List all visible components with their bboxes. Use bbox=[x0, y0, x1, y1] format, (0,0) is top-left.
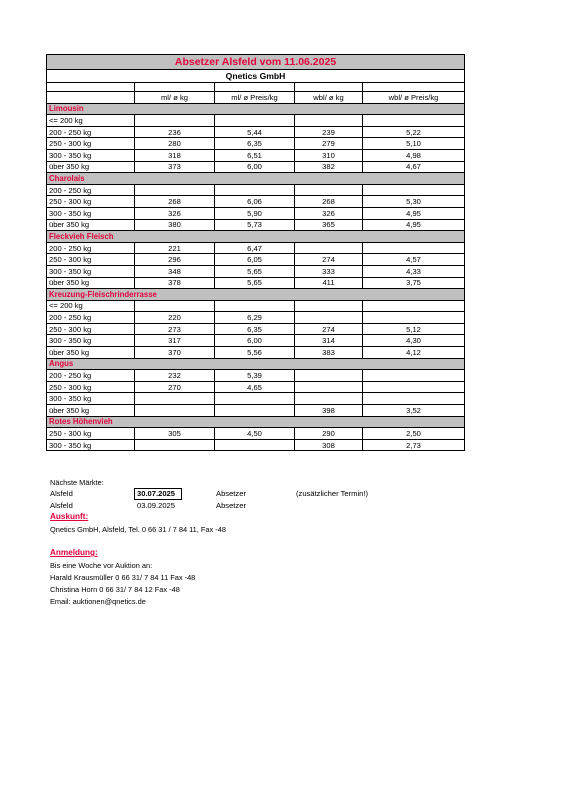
table-row bbox=[47, 347, 465, 359]
value-cell: 6,00 bbox=[215, 161, 295, 173]
breed-group-row bbox=[47, 289, 465, 301]
value-cell bbox=[215, 115, 295, 127]
value-cell bbox=[363, 184, 465, 196]
value-cell bbox=[295, 370, 363, 382]
anmeldung-heading: Anmeldung: bbox=[50, 548, 98, 557]
weight-class: <= 200 kg bbox=[47, 115, 135, 127]
value-cell bbox=[363, 370, 465, 382]
value-cell bbox=[215, 405, 295, 417]
value-cell: 268 bbox=[135, 196, 215, 208]
value-cell bbox=[135, 405, 215, 417]
value-cell: 4,98 bbox=[363, 149, 465, 161]
value-cell bbox=[363, 115, 465, 127]
market-row bbox=[50, 501, 430, 511]
table-row bbox=[47, 335, 465, 347]
value-cell: 380 bbox=[135, 219, 215, 231]
column-header: ml/ ø kg bbox=[135, 92, 215, 104]
value-cell: 5,44 bbox=[215, 126, 295, 138]
auskunft-heading: Auskunft: bbox=[50, 512, 89, 521]
value-cell: 236 bbox=[135, 126, 215, 138]
column-header: ml/ ø Preis/kg bbox=[215, 92, 295, 104]
market-date: 03.09.2025 bbox=[137, 501, 176, 510]
value-cell: 6,00 bbox=[215, 335, 295, 347]
value-cell: 6,05 bbox=[215, 254, 295, 266]
value-cell: 268 bbox=[295, 196, 363, 208]
table-row bbox=[47, 439, 465, 451]
value-cell: 6,47 bbox=[215, 242, 295, 254]
table-row bbox=[47, 300, 465, 312]
value-cell: 221 bbox=[135, 242, 215, 254]
value-cell: 378 bbox=[135, 277, 215, 289]
column-header: wbl/ ø Preis/kg bbox=[363, 92, 465, 104]
value-cell: 4,95 bbox=[363, 219, 465, 231]
value-cell: 2,73 bbox=[363, 439, 465, 451]
value-cell bbox=[215, 393, 295, 405]
value-cell: 310 bbox=[295, 149, 363, 161]
weight-class: 300 - 350 kg bbox=[47, 207, 135, 219]
weight-class: 200 - 250 kg bbox=[47, 242, 135, 254]
table-row bbox=[47, 149, 465, 161]
weight-class: <= 200 kg bbox=[47, 300, 135, 312]
value-cell: 333 bbox=[295, 265, 363, 277]
market-note: (zusätzlicher Termin!) bbox=[296, 489, 369, 498]
value-cell: 274 bbox=[295, 254, 363, 266]
weight-class: 300 - 350 kg bbox=[47, 265, 135, 277]
table-row bbox=[47, 126, 465, 138]
value-cell: 370 bbox=[135, 347, 215, 359]
value-cell: 6,06 bbox=[215, 196, 295, 208]
value-cell bbox=[215, 439, 295, 451]
value-cell: 318 bbox=[135, 149, 215, 161]
value-cell: 279 bbox=[295, 138, 363, 150]
markets-heading: Nächste Märkte: bbox=[50, 478, 104, 487]
market-type: Absetzer bbox=[216, 489, 246, 498]
value-cell bbox=[363, 312, 465, 324]
value-cell bbox=[363, 393, 465, 405]
weight-class: 200 - 250 kg bbox=[47, 126, 135, 138]
breed-group-row bbox=[47, 173, 465, 185]
value-cell bbox=[295, 242, 363, 254]
breed-name: Kreuzung-Fleischrinderrasse bbox=[47, 289, 465, 301]
value-cell: 314 bbox=[295, 335, 363, 347]
value-cell: 5,56 bbox=[215, 347, 295, 359]
table-row bbox=[47, 265, 465, 277]
table-row bbox=[47, 393, 465, 405]
column-header: wbl/ ø kg bbox=[295, 92, 363, 104]
value-cell: 4,12 bbox=[363, 347, 465, 359]
weight-class: über 350 kg bbox=[47, 405, 135, 417]
weight-class: 250 - 300 kg bbox=[47, 138, 135, 150]
value-cell bbox=[215, 184, 295, 196]
price-table bbox=[46, 54, 465, 451]
breed-group-row bbox=[47, 416, 465, 428]
table-row bbox=[47, 207, 465, 219]
value-cell bbox=[215, 300, 295, 312]
value-cell: 5,22 bbox=[363, 126, 465, 138]
anmeldung-line: Christina Horn 0 66 31/ 7 84 12 Fax -48 bbox=[50, 585, 180, 594]
value-cell bbox=[135, 115, 215, 127]
weight-class: 250 - 300 kg bbox=[47, 323, 135, 335]
value-cell: 3,75 bbox=[363, 277, 465, 289]
breed-name: Rotes Höhenvieh bbox=[47, 416, 465, 428]
value-cell: 348 bbox=[135, 265, 215, 277]
weight-class: 250 - 300 kg bbox=[47, 196, 135, 208]
value-cell bbox=[135, 439, 215, 451]
value-cell: 5,39 bbox=[215, 370, 295, 382]
market-row bbox=[50, 489, 430, 499]
table-row bbox=[47, 323, 465, 335]
value-cell: 411 bbox=[295, 277, 363, 289]
value-cell: 273 bbox=[135, 323, 215, 335]
value-cell: 6,35 bbox=[215, 138, 295, 150]
table-row bbox=[47, 115, 465, 127]
value-cell bbox=[363, 381, 465, 393]
value-cell: 270 bbox=[135, 381, 215, 393]
table-row bbox=[47, 312, 465, 324]
breed-group-row bbox=[47, 103, 465, 115]
weight-class: 250 - 300 kg bbox=[47, 381, 135, 393]
value-cell: 4,30 bbox=[363, 335, 465, 347]
value-cell: 398 bbox=[295, 405, 363, 417]
weight-class: über 350 kg bbox=[47, 347, 135, 359]
value-cell: 5,30 bbox=[363, 196, 465, 208]
weight-class: 300 - 350 kg bbox=[47, 335, 135, 347]
breed-group-row bbox=[47, 231, 465, 243]
breed-name: Angus bbox=[47, 358, 465, 370]
value-cell bbox=[135, 393, 215, 405]
value-cell bbox=[135, 300, 215, 312]
value-cell: 280 bbox=[135, 138, 215, 150]
anmeldung-line: Bis eine Woche vor Auktion an: bbox=[50, 561, 153, 570]
weight-class: 200 - 250 kg bbox=[47, 370, 135, 382]
table-row bbox=[47, 242, 465, 254]
value-cell: 373 bbox=[135, 161, 215, 173]
table-row bbox=[47, 138, 465, 150]
anmeldung-line: Harald Krausmüller 0 66 31/ 7 84 11 Fax -48 bbox=[50, 573, 196, 582]
weight-class: 250 - 300 kg bbox=[47, 254, 135, 266]
value-cell bbox=[295, 115, 363, 127]
value-cell: 220 bbox=[135, 312, 215, 324]
breed-group-row bbox=[47, 358, 465, 370]
weight-class: 200 - 250 kg bbox=[47, 184, 135, 196]
breed-name: Limousin bbox=[47, 103, 465, 115]
value-cell bbox=[295, 381, 363, 393]
value-cell: 296 bbox=[135, 254, 215, 266]
weight-class: über 350 kg bbox=[47, 161, 135, 173]
value-cell bbox=[295, 393, 363, 405]
table-row bbox=[47, 184, 465, 196]
value-cell bbox=[295, 300, 363, 312]
value-cell: 4,57 bbox=[363, 254, 465, 266]
value-cell: 317 bbox=[135, 335, 215, 347]
value-cell: 232 bbox=[135, 370, 215, 382]
value-cell: 326 bbox=[135, 207, 215, 219]
value-cell: 290 bbox=[295, 428, 363, 440]
breed-name: Charolais bbox=[47, 173, 465, 185]
table-row bbox=[47, 196, 465, 208]
weight-class: über 350 kg bbox=[47, 219, 135, 231]
value-cell: 5,90 bbox=[215, 207, 295, 219]
value-cell: 4,33 bbox=[363, 265, 465, 277]
company-name: Qnetics GmbH bbox=[47, 70, 465, 83]
weight-class: 300 - 350 kg bbox=[47, 393, 135, 405]
value-cell: 305 bbox=[135, 428, 215, 440]
value-cell: 4,50 bbox=[215, 428, 295, 440]
value-cell: 5,65 bbox=[215, 277, 295, 289]
market-place: Alsfeld bbox=[50, 501, 73, 510]
weight-class: über 350 kg bbox=[47, 277, 135, 289]
auskunft-text: Qnetics GmbH, Alsfeld, Tel. 0 66 31 / 7 84 11, Fax -48 bbox=[50, 525, 226, 534]
weight-class: 300 - 350 kg bbox=[47, 439, 135, 451]
table-row bbox=[47, 428, 465, 440]
breed-name: Fleckvieh Fleisch bbox=[47, 231, 465, 243]
table-row bbox=[47, 381, 465, 393]
value-cell: 5,10 bbox=[363, 138, 465, 150]
table-row bbox=[47, 405, 465, 417]
market-place: Alsfeld bbox=[50, 489, 73, 498]
value-cell bbox=[363, 300, 465, 312]
value-cell: 326 bbox=[295, 207, 363, 219]
table-row bbox=[47, 161, 465, 173]
value-cell: 274 bbox=[295, 323, 363, 335]
value-cell bbox=[295, 312, 363, 324]
value-cell: 239 bbox=[295, 126, 363, 138]
table-row bbox=[47, 370, 465, 382]
value-cell: 3,52 bbox=[363, 405, 465, 417]
value-cell: 5,12 bbox=[363, 323, 465, 335]
table-row bbox=[47, 277, 465, 289]
value-cell: 4,65 bbox=[215, 381, 295, 393]
value-cell bbox=[295, 184, 363, 196]
value-cell: 6,35 bbox=[215, 323, 295, 335]
value-cell bbox=[135, 184, 215, 196]
report-title: Absetzer Alsfeld vom 11.06.2025 bbox=[47, 55, 465, 70]
weight-class: 250 - 300 kg bbox=[47, 428, 135, 440]
value-cell: 5,65 bbox=[215, 265, 295, 277]
value-cell: 382 bbox=[295, 161, 363, 173]
value-cell: 5,73 bbox=[215, 219, 295, 231]
value-cell: 2,50 bbox=[363, 428, 465, 440]
anmeldung-email: Email: auktionen@qnetics.de bbox=[50, 597, 146, 606]
value-cell: 6,51 bbox=[215, 149, 295, 161]
value-cell: 4,67 bbox=[363, 161, 465, 173]
market-date: 30.07.2025 bbox=[134, 488, 182, 500]
weight-class: 200 - 250 kg bbox=[47, 312, 135, 324]
value-cell: 4,95 bbox=[363, 207, 465, 219]
table-row bbox=[47, 254, 465, 266]
market-type: Absetzer bbox=[216, 501, 246, 510]
weight-class: 300 - 350 kg bbox=[47, 149, 135, 161]
value-cell: 365 bbox=[295, 219, 363, 231]
value-cell bbox=[363, 242, 465, 254]
value-cell: 308 bbox=[295, 439, 363, 451]
table-row bbox=[47, 219, 465, 231]
value-cell: 383 bbox=[295, 347, 363, 359]
value-cell: 6,29 bbox=[215, 312, 295, 324]
